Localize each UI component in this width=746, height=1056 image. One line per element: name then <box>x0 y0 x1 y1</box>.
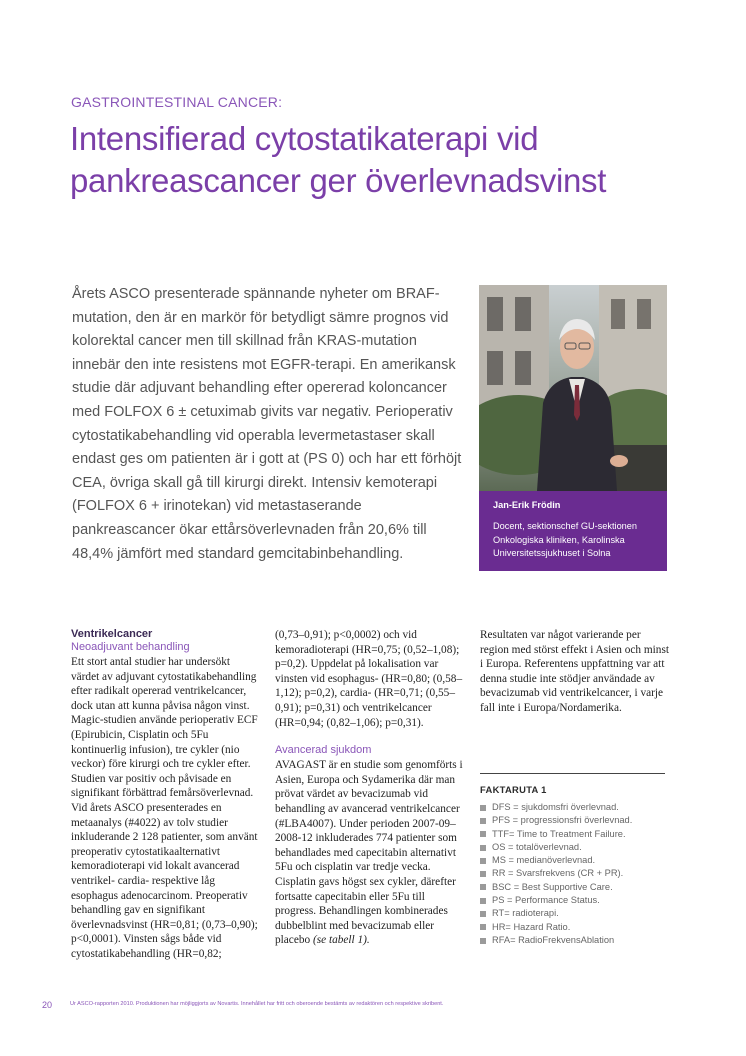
subheading-avancerad-sjukdom: Avancerad sjukdom <box>275 744 372 757</box>
fact-item-text: TTF= Time to Treatment Failure. <box>492 828 626 839</box>
table-reference: (se tabell 1). <box>312 934 370 947</box>
fact-item <box>480 921 665 934</box>
bullet-square-icon <box>480 845 486 851</box>
fact-item <box>480 854 665 867</box>
column-3 <box>480 628 670 716</box>
fact-item <box>480 801 665 814</box>
bullet-square-icon <box>480 938 486 944</box>
title-line-2: pankreascancer ger överlevnadsvinst <box>70 162 607 199</box>
fact-item-text: HR= Hazard Ratio. <box>492 921 571 932</box>
bullet-square-icon <box>480 858 486 864</box>
fact-item <box>480 881 665 894</box>
author-name: Jan-Erik Frödin <box>493 500 561 510</box>
bullet-square-icon <box>480 831 486 837</box>
page-title <box>70 118 690 202</box>
fact-item <box>480 894 665 907</box>
fact-item-text: DFS = sjukdomsfri överlevnad. <box>492 802 619 812</box>
column-2 <box>275 628 465 948</box>
page-number: 20 <box>42 1000 53 1010</box>
column-3-body: Resultaten var något varierande per region med störst effekt i Asien och minst i Europa. Referentens uppfattning var att denna studie inte stödjer användade av bevacizumab vid ventrikelcancer, i varje fall inte i Europa/Nordamerika. <box>480 629 669 714</box>
author-title-line-3: Universitetssjukhuset i Solna <box>493 548 611 559</box>
lead-text: Årets ASCO presenterade spännande nyheter om BRAF-mutation, den är en markör för betydligt sämre prognos vid kolorektal cancer men till skillnad från KRAS-mutation innebär den inte resistens mot EGFR-terapi. En amerikansk studie där adjuvant behandling efter opererad koloncancer med FOLFOX 6 ± cetuximab givits var negativ. Perioperativ cytostatikabehandling vid operabla levermetastaser skall endast ges om patienten är i gott at (PS 0) och har ett förhöjt CEA, övriga skall gå till kirurgi direkt. Intensiv kemoterapi (FOLFOX 6 + irinotekan) vid metastaserande pankreascancer ökar ettårsöverlevnaden från 20,6% till 48,4% jämfört med standard gemcitabinbehandling. <box>72 286 462 562</box>
bullet-square-icon <box>480 818 486 824</box>
column-1 <box>71 628 261 961</box>
fact-item <box>480 907 665 920</box>
subheading-neoadjuvant: Neoadjuvant behandling <box>71 641 190 653</box>
bullet-square-icon <box>480 924 486 930</box>
author-photo <box>479 285 667 491</box>
bullet-square-icon <box>480 884 486 890</box>
fact-item <box>480 814 665 827</box>
column-2-body-2 <box>275 758 465 948</box>
fact-item-text: RT= radioterapi. <box>492 908 559 919</box>
author-title-line-1: Docent, sektionschef GU-sektionen <box>493 520 638 531</box>
fact-item-text: PS = Performance Status. <box>492 895 600 906</box>
bullet-square-icon <box>480 898 486 904</box>
author-title-line-2: Onkologiska kliniken, Karolinska <box>493 534 625 545</box>
lead-paragraph <box>72 283 462 566</box>
fact-item <box>480 841 665 854</box>
fact-box <box>480 773 665 947</box>
section-heading-ventrikelcancer: Ventrikelcancer <box>71 628 153 640</box>
fact-item-text: PFS = progressionsfri överlevnad. <box>492 815 633 826</box>
fact-item-text: BSC = Best Supportive Care. <box>492 881 613 892</box>
fact-item-text: RR = Svarsfrekvens (CR + PR). <box>492 868 624 879</box>
section-kicker: GASTROINTESTINAL CANCER: <box>71 94 283 110</box>
fact-item <box>480 934 665 947</box>
column-2-body-2-text: AVAGAST är en studie som genomförts i Asien, Europa och Sydamerika där man prövat värdet av bevacizumab vid behandling av avancerad ventrikelcancer (#LBA4007). Under perioden 2007-09–2008-12 inkluderades 774 patienter som behandlades med capecitabin alternativt 5Fu och cisplatin var tredje vecka. Cisplatin gavs högst sex cykler, därefter fortsatte capecitabin eller 5Fu till progress. Behandlingen kombinerades dubbelblint med bevacizumab eller placebo <box>275 759 463 947</box>
column-1-body: Ett stort antal studier har undersökt värdet av adjuvant cytostatikabehandling efter radikalt opererad ventrikelcancer, dock utan att kunna påvisa någon vinst. Magic-studien använde perioperativ ECF (Epirubicin, Cisplatin och 5Fu kontinuerlig infusion), tre cykler (nio veckor) före kirurgi och tre cykler efter. Studien var positiv och påvisade en signifikant förbättrad femårsöverlevnad. Vid årets ASCO presenterades en metaanalys (#4022) av tolv studier inkluderande 2 128 patienter, som använt preoperativ cytostatikaalternativt kemoradioterapi vid lokalt avancerad ventrikel- cardia- respektive låg esophagus adenocarcinom. Preoperativ behandling gav en signifikant överlevnadsvinst (HR=0,81; (0,73–0,90); p<0,0001). Vinsten sågs både vid cytostatikabehandling (HR=0,82; <box>71 656 258 960</box>
fact-box-title: FAKTARUTA 1 <box>480 784 547 795</box>
fact-item <box>480 867 665 880</box>
bullet-square-icon <box>480 911 486 917</box>
fact-item-text: MS = medianöverlevnad. <box>492 855 596 866</box>
fact-item-text: RFA= RadioFrekvensAblation <box>492 934 615 945</box>
footer-note: Ur ASCO-rapporten 2010. Produktionen har möjliggjorts av Novartis. Innehållet har fritt och oberoende bestämts av redaktören och respektive skribent. <box>70 1001 444 1007</box>
author-caption <box>479 491 667 571</box>
title-line-1: Intensifierad cytostatikaterapi vid <box>70 120 539 157</box>
author-photo-illustration <box>479 285 667 491</box>
bullet-square-icon <box>480 805 486 811</box>
bullet-square-icon <box>480 871 486 877</box>
column-2-body-1: (0,73–0,91); p<0,0002) och vid kemoradioterapi (HR=0,75; (0,52–1,08); p=0,2). Uppdelat på lokalisation var vinsten vid esophagus- (HR=0,80; (0,58–1,12); p=0,2), cardia- (HR=0,71; (0,55–0,91); p=0,31) och ventrikelcancer (HR=0,94; (0,82–1,06); p=0,31). <box>275 629 463 729</box>
fact-item <box>480 828 665 841</box>
fact-item-text: OS = totalöverlevnad. <box>492 841 582 852</box>
